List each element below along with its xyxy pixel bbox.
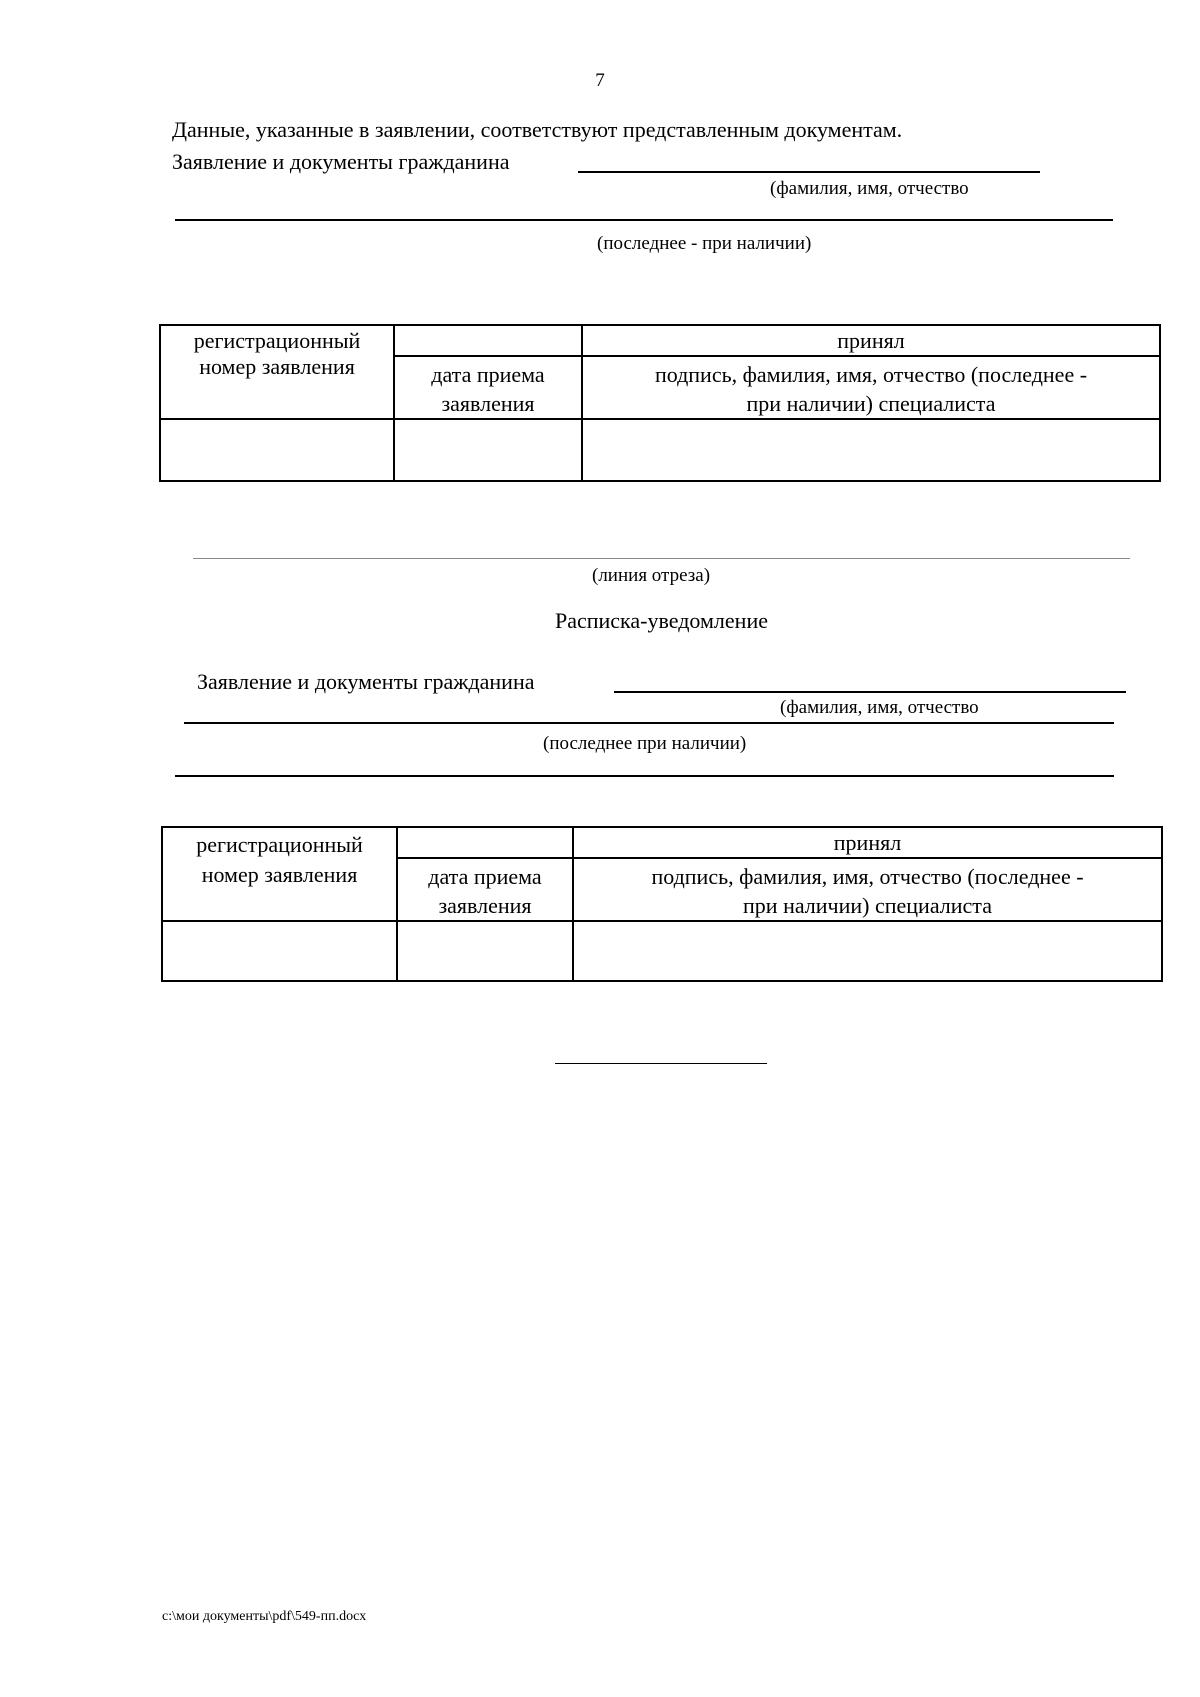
header-specialist-signature: подпись, фамилия, имя, отчество (последнее - при наличии) специалиста	[582, 356, 1160, 419]
intro-applicant-label: Заявление и документы гражданина	[172, 149, 510, 174]
specialist-signature-cell[interactable]	[573, 921, 1162, 981]
specialist-signature-cell[interactable]	[582, 419, 1160, 481]
hint-patronymic: (последнее - при наличии)	[597, 233, 812, 254]
cut-line	[193, 558, 1130, 559]
receipt-applicant-label: Заявление и документы гражданина	[197, 669, 535, 694]
registration-number-cell[interactable]	[162, 921, 397, 981]
registration-table-1	[159, 324, 1161, 482]
hint-full-name: (фамилия, имя, отчество	[770, 178, 969, 199]
registration-table-2	[161, 826, 1163, 982]
header-registration-number: регистрационный номер заявления	[162, 827, 397, 921]
header-accepted: принял	[582, 325, 1160, 356]
header-accepted: принял	[573, 827, 1162, 858]
date-received-cell[interactable]	[397, 921, 573, 981]
applicant-name-underline-2[interactable]	[175, 219, 1113, 221]
receipt-hint-patronymic: (последнее при наличии)	[543, 733, 747, 754]
header-empty-cell	[394, 325, 582, 356]
header-specialist-signature: подпись, фамилия, имя, отчество (последнее - при наличии) специалиста	[573, 858, 1162, 921]
page-number: 7	[595, 70, 605, 91]
intro-statement: Данные, указанные в заявлении, соответствуют представленным документам.	[172, 117, 903, 142]
header-empty-cell	[397, 827, 573, 858]
closing-rule	[555, 1063, 767, 1064]
applicant-name-underline[interactable]	[578, 171, 1040, 173]
receipt-name-underline-2[interactable]	[184, 722, 1114, 724]
receipt-name-underline-3[interactable]	[175, 775, 1114, 777]
cut-line-label: (линия отреза)	[592, 565, 711, 586]
receipt-title: Расписка-уведомление	[554, 608, 768, 633]
date-received-cell[interactable]	[394, 419, 582, 481]
header-date-received: дата приема заявления	[397, 858, 573, 921]
header-date-received: дата приема заявления	[394, 356, 582, 419]
receipt-name-underline[interactable]	[614, 691, 1126, 693]
header-registration-number: регистрационный номер заявления	[160, 325, 394, 419]
registration-number-cell[interactable]	[160, 419, 394, 481]
receipt-hint-full-name: (фамилия, имя, отчество	[780, 697, 979, 718]
footer-file-path: c:\мои документы\pdf\549-пп.docx	[162, 1609, 367, 1624]
